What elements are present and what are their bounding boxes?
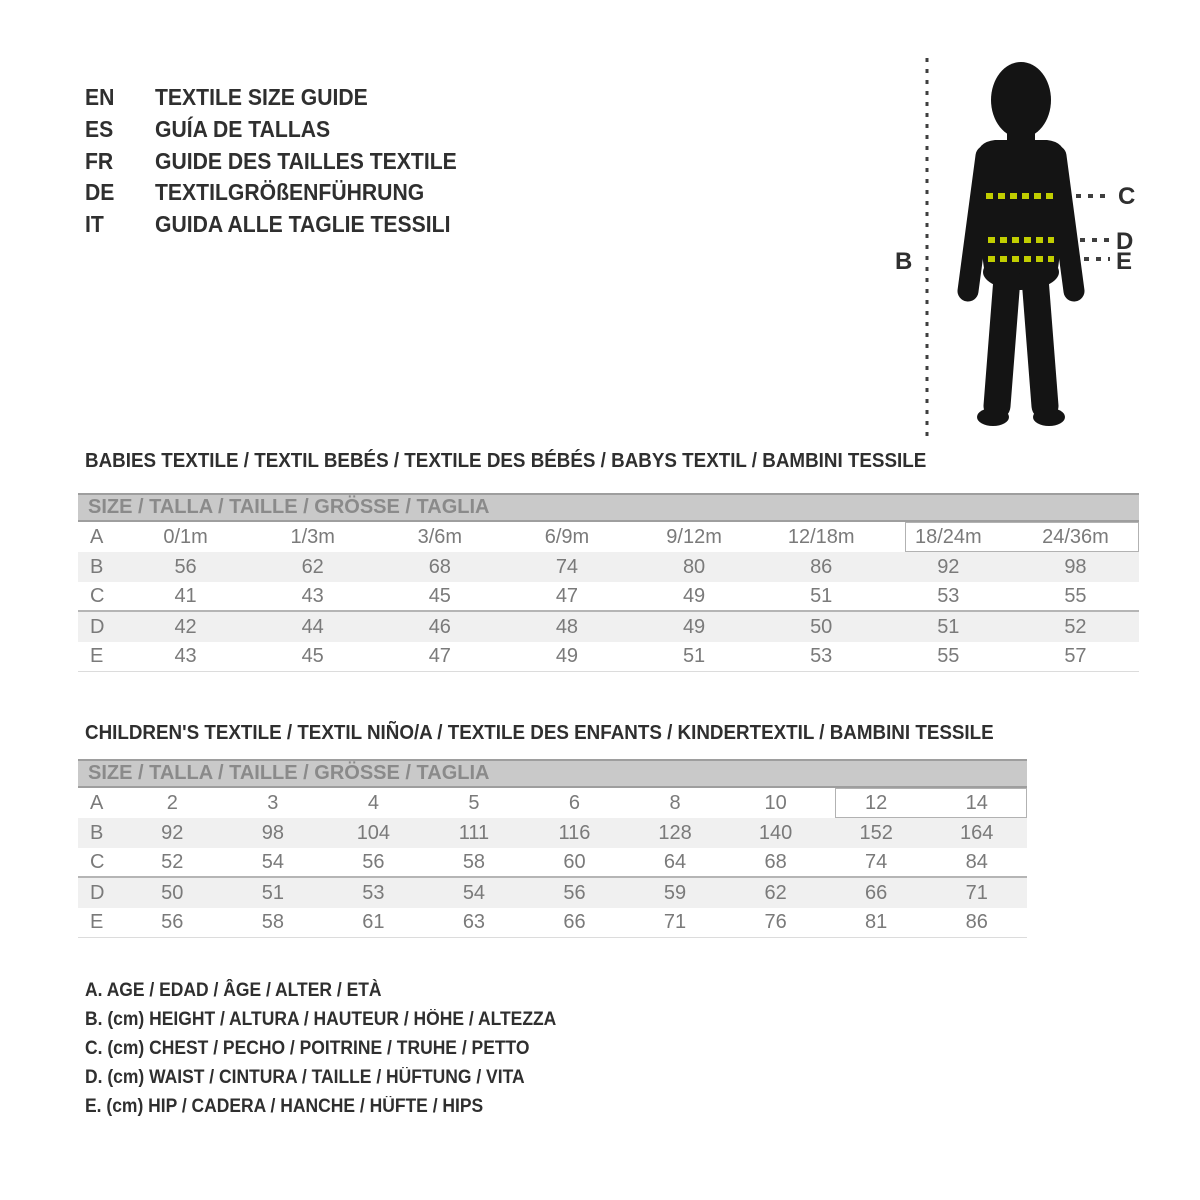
lang-code: IT — [85, 211, 104, 238]
waist-label: D — [1116, 228, 1134, 255]
size-cell: 152 — [859, 821, 893, 844]
size-cell: 55 — [1064, 584, 1087, 607]
size-cell: 86 — [965, 911, 988, 933]
lang-row-en — [85, 82, 483, 114]
lang-label: TEXTILGRÖßENFÜHRUNG — [155, 179, 425, 206]
lang-label: GUIDE DES TAILLES TEXTILE — [155, 147, 457, 174]
babies-table-header: SIZE / TALLA / TAILLE / GRÖSSE / TAGLIA — [78, 493, 1139, 522]
table-row — [78, 552, 1139, 582]
table-row — [78, 642, 1139, 672]
size-cell: 63 — [462, 911, 486, 933]
size-cell: 3 — [267, 791, 279, 814]
size-cell: 53 — [937, 584, 960, 607]
size-cell: 3/6m — [417, 525, 463, 548]
size-cell: 46 — [428, 615, 451, 638]
legend-item-age — [85, 980, 597, 1009]
size-cell: 92 — [937, 555, 960, 578]
size-cell: 66 — [865, 881, 888, 904]
table-row — [78, 908, 1027, 938]
row-label: D — [90, 615, 105, 638]
lang-label: TEXTILE SIZE GUIDE — [155, 84, 368, 111]
size-cell: 45 — [301, 645, 324, 667]
table-row — [78, 818, 1027, 848]
size-cell: 54 — [261, 850, 284, 873]
child-silhouette-figure — [880, 48, 1140, 448]
legend-text: E. (cm) HIP / CADERA / HANCHE / HÜFTE / HIPS — [85, 1096, 484, 1117]
size-cell: 51 — [937, 615, 960, 638]
size-cell: 80 — [682, 555, 706, 578]
size-cell: 68 — [428, 555, 451, 578]
size-cell: 6/9m — [544, 525, 590, 548]
legend-item-hip — [85, 1096, 597, 1125]
size-cell: 128 — [658, 821, 692, 844]
legend-text: B. (cm) HEIGHT / ALTURA / HAUTEUR / HÖHE / ALTEZZA — [85, 1009, 557, 1030]
table-row — [78, 848, 1027, 878]
hip-label: E — [1116, 248, 1133, 275]
size-cell: 47 — [428, 645, 451, 667]
size-cell: 76 — [764, 911, 787, 933]
measurement-legend — [85, 980, 597, 1125]
size-cell: 24/36m — [1042, 525, 1109, 548]
row-label: C — [90, 850, 105, 873]
table-row — [78, 612, 1139, 642]
legend-item-height — [85, 1009, 597, 1038]
size-cell: 49 — [682, 615, 706, 638]
size-cell: 71 — [663, 911, 687, 933]
size-cell: 59 — [663, 881, 687, 904]
babies-section-title — [85, 450, 980, 473]
size-cell: 56 — [174, 555, 197, 578]
size-cell: 58 — [462, 850, 486, 873]
size-cell: 8 — [669, 791, 681, 814]
lang-code: ES — [85, 116, 114, 143]
size-cell: 86 — [810, 555, 833, 578]
size-cell: 43 — [301, 584, 324, 607]
size-cell: 64 — [663, 850, 687, 873]
size-cell: 50 — [810, 615, 833, 638]
size-cell: 2 — [166, 791, 178, 814]
legend-text: C. (cm) CHEST / PECHO / POITRINE / TRUHE / PETTO — [85, 1038, 530, 1059]
size-cell: 1/3m — [290, 525, 335, 548]
size-cell: 116 — [558, 821, 591, 844]
size-cell: 56 — [362, 850, 385, 873]
size-cell: 164 — [960, 821, 994, 844]
lang-code: DE — [85, 179, 115, 206]
lang-row-fr — [85, 145, 483, 177]
lang-label: GUÍA DE TALLAS — [155, 116, 331, 143]
legend-item-waist — [85, 1067, 597, 1096]
children-table-header: SIZE / TALLA / TAILLE / GRÖSSE / TAGLIA — [78, 759, 1027, 788]
size-cell: 81 — [865, 911, 888, 933]
size-cell: 44 — [301, 615, 324, 638]
size-cell: 51 — [682, 645, 706, 667]
size-cell: 56 — [563, 881, 586, 904]
size-cell: 47 — [555, 584, 579, 607]
babies-title-text: BABIES TEXTILE / TEXTIL BEBÉS / TEXTILE DES BÉBÉS / BABYS TEXTIL / BAMBINI TESSILE — [85, 450, 927, 472]
size-cell: 140 — [758, 821, 793, 844]
row-label: E — [90, 645, 104, 667]
size-cell: 62 — [764, 881, 787, 904]
row-label: C — [90, 584, 105, 607]
size-cell: 41 — [174, 584, 197, 607]
babies-highlight-box — [905, 522, 1139, 552]
size-cell: 51 — [261, 881, 284, 904]
size-cell: 6 — [568, 791, 581, 814]
size-cell: 98 — [261, 821, 284, 844]
size-cell: 53 — [810, 645, 833, 667]
size-cell: 12/18m — [787, 525, 855, 548]
size-cell: 49 — [682, 584, 706, 607]
size-cell: 14 — [965, 791, 988, 814]
size-cell: 12 — [865, 791, 888, 814]
size-cell: 56 — [161, 911, 184, 933]
size-cell: 10 — [764, 791, 787, 814]
lang-code: FR — [85, 147, 114, 174]
babies-size-table — [78, 493, 1139, 672]
chest-label: C — [1118, 183, 1136, 210]
size-cell: 50 — [161, 881, 184, 904]
lang-row-es — [85, 114, 483, 146]
children-title-text: CHILDREN'S TEXTILE / TEXTIL NIÑO/A / TEXTILE DES ENFANTS / KINDERTEXTIL / BAMBINI TESSILE — [85, 722, 994, 744]
size-cell: 84 — [965, 850, 988, 873]
size-cell: 55 — [937, 645, 960, 667]
row-label: A — [90, 791, 104, 814]
size-cell: 51 — [810, 584, 833, 607]
size-cell: 60 — [563, 850, 586, 873]
language-header — [85, 82, 483, 240]
size-cell: 62 — [301, 555, 324, 578]
children-section-title — [85, 722, 1052, 745]
size-cell: 54 — [462, 881, 486, 904]
row-label: A — [90, 525, 104, 548]
lang-row-it — [85, 209, 483, 241]
children-highlight-box — [835, 788, 1027, 818]
size-cell: 18/24m — [914, 525, 982, 548]
size-cell: 98 — [1064, 555, 1087, 578]
size-cell: 66 — [563, 911, 586, 933]
size-cell: 52 — [161, 850, 184, 873]
legend-text: D. (cm) WAIST / CINTURA / TAILLE / HÜFTUNG / VITA — [85, 1067, 525, 1088]
size-cell: 52 — [1064, 615, 1087, 638]
lang-code: EN — [85, 84, 115, 111]
size-cell: 53 — [362, 881, 385, 904]
lang-label: GUIDA ALLE TAGLIE TESSILI — [155, 211, 451, 238]
size-cell: 74 — [865, 850, 888, 873]
size-cell: 43 — [174, 645, 197, 667]
size-cell: 68 — [764, 850, 787, 873]
child-silhouette — [968, 62, 1074, 426]
lang-row-de — [85, 177, 483, 209]
table-row — [78, 878, 1027, 908]
table-row — [78, 582, 1139, 612]
size-cell: 71 — [965, 881, 988, 904]
size-cell: 48 — [555, 615, 579, 638]
size-cell: 111 — [458, 821, 490, 844]
size-cell: 92 — [161, 821, 184, 844]
size-cell: 4 — [367, 791, 379, 814]
size-cell: 57 — [1064, 645, 1087, 667]
size-cell: 58 — [261, 911, 284, 933]
height-label: B — [895, 248, 913, 275]
size-cell: 45 — [428, 584, 451, 607]
legend-text: A. AGE / EDAD / ÂGE / ALTER / ETÀ — [85, 980, 382, 1001]
size-cell: 74 — [555, 555, 579, 578]
size-cell: 42 — [174, 615, 197, 638]
row-label: E — [90, 911, 104, 933]
size-cell: 49 — [555, 645, 579, 667]
row-label: B — [90, 555, 104, 578]
row-label: D — [90, 881, 105, 904]
size-cell: 104 — [356, 821, 391, 844]
row-label: B — [90, 821, 104, 844]
size-cell: 61 — [362, 911, 385, 933]
legend-item-chest — [85, 1038, 597, 1067]
children-size-table — [78, 759, 1027, 938]
size-cell: 0/1m — [163, 525, 208, 548]
size-cell: 5 — [468, 791, 480, 814]
size-cell: 9/12m — [666, 525, 722, 548]
